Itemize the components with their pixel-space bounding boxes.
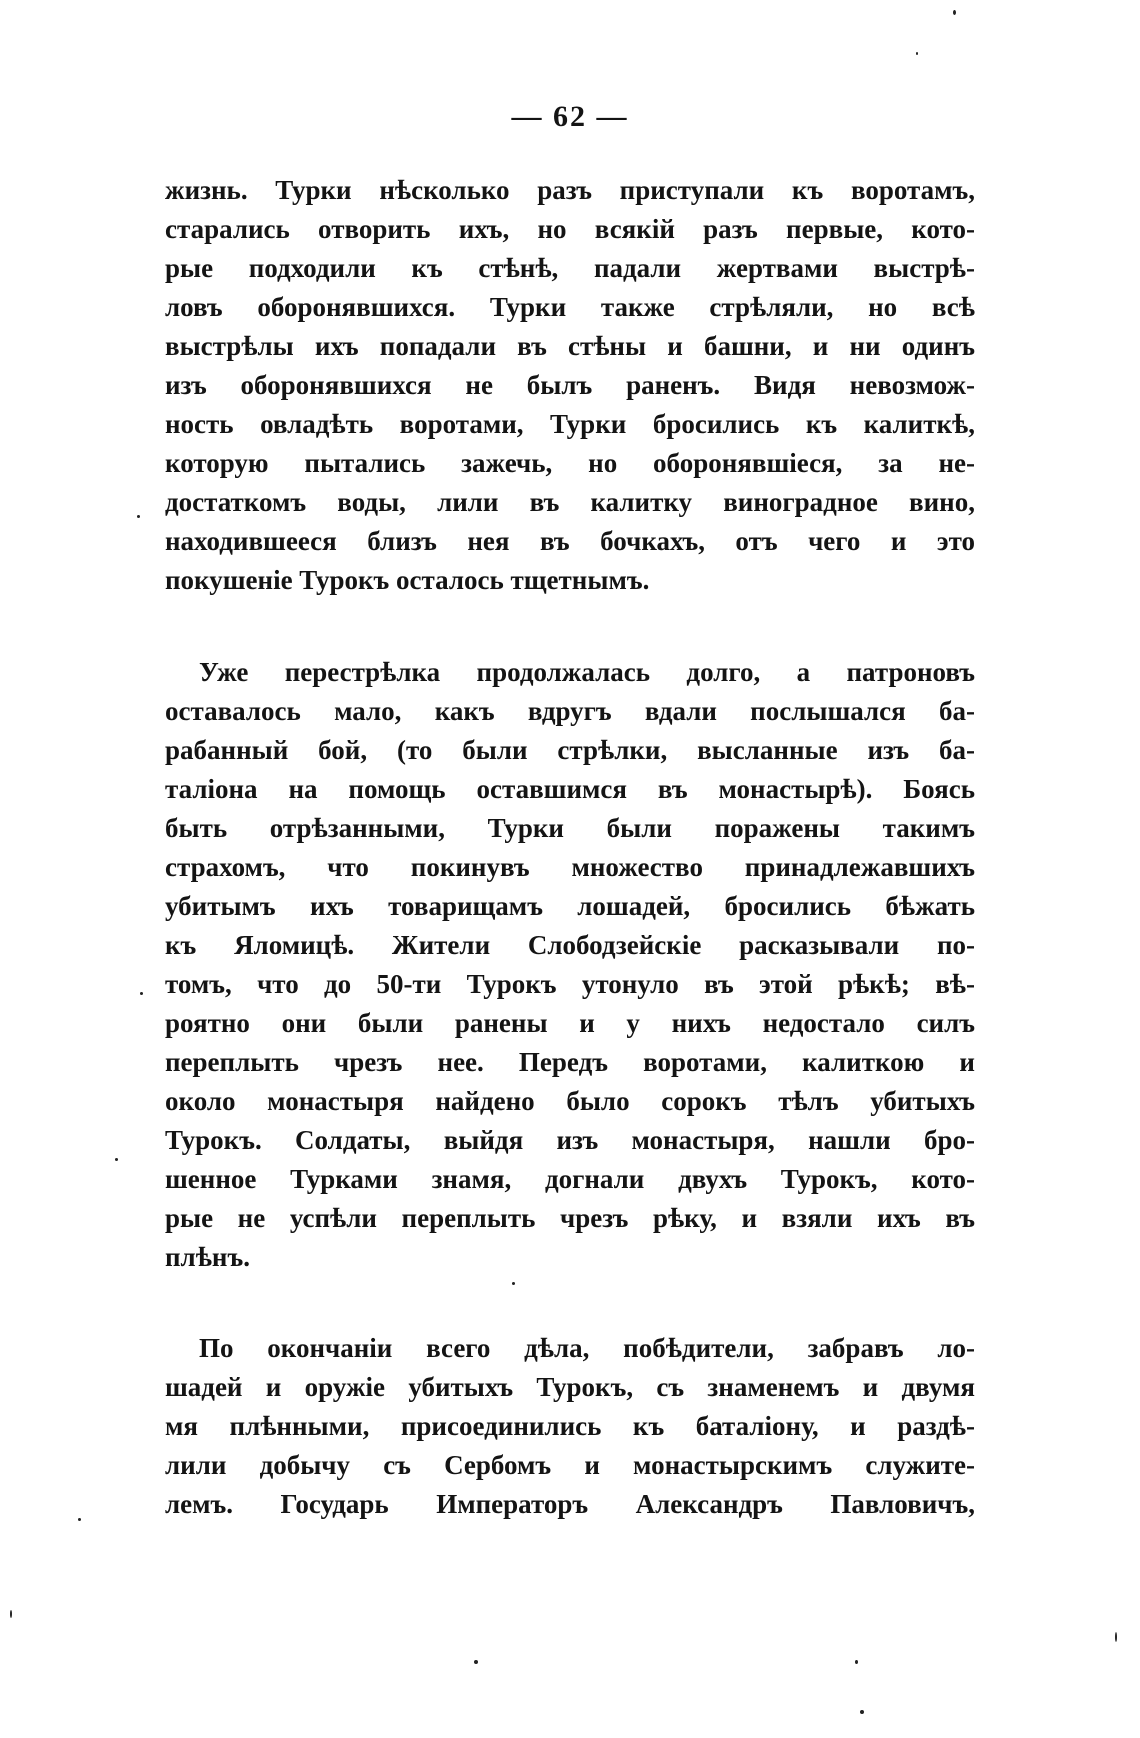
scan-speck [855,1660,858,1664]
page-number: — 62 — [511,100,629,133]
text-line: мя плѣнными, присоединились къ баталіону, и раздѣ- [165,1411,975,1441]
text-line: ность овладѣть воротами, Турки бросились къ калиткѣ, [165,409,975,439]
scan-speck [512,1282,515,1285]
text-line: находившееся близъ нея въ бочкахъ, отъ чего и это [165,526,975,556]
text-line: шенное Турками знамя, догнали двухъ Турокъ, кото- [165,1164,975,1194]
scan-speck [916,52,918,55]
text-line: быть отрѣзанными, Турки были поражены такимъ [165,813,975,843]
text-line: плѣнъ. [165,1242,250,1272]
text-line: По окончаніи всего дѣла, побѣдители, забравъ ло- [199,1333,975,1363]
text-line: достаткомъ воды, лили въ калитку виноградное вино, [165,487,975,517]
text-line: страхомъ, что покинувъ множество принадлежавшихъ [165,852,975,882]
scan-speck [860,1710,864,1714]
text-line: убитымъ ихъ товарищамъ лошадей, бросились бѣжать [165,891,975,921]
text-line: Уже перестрѣлка продолжалась долго, а патроновъ [199,657,975,687]
text-line: шадей и оружіе убитыхъ Турокъ, съ знаменемъ и двумя [165,1372,975,1402]
scan-speck [137,515,140,518]
text-line: изъ оборонявшихся не былъ раненъ. Видя невозмож- [165,370,975,400]
text-line: таліона на помощь оставшимся въ монастырѣ). Боясь [165,774,975,804]
text-line: жизнь. Турки нѣсколько разъ приступали къ воротамъ, [165,175,975,205]
text-line: около монастыря найдено было сорокъ тѣлъ убитыхъ [165,1086,975,1116]
text-line: переплыть чрезъ нее. Передъ воротами, калиткою и [165,1047,975,1077]
paragraph-1 [165,171,975,600]
text-line: роятно они были ранены и у нихъ недостало силъ [165,1008,975,1038]
scan-speck [115,1158,118,1161]
scan-speck [140,992,143,995]
text-line: ловъ оборонявшихся. Турки также стрѣляли, но всѣ [165,292,975,322]
text-line: къ Яломицѣ. Жители Слободзейскіе расказывали по- [165,930,975,960]
scan-speck [474,1660,478,1664]
text-line: старались отворить ихъ, но всякій разъ первые, кото- [165,214,975,244]
text-line: рые подходили къ стѣнѣ, падали жертвами выстрѣ- [165,253,975,283]
scan-speck [953,10,956,15]
text-line: выстрѣлы ихъ попадали въ стѣны и башни, и ни одинъ [165,331,975,361]
scan-speck [10,1610,12,1618]
text-line: рабанный бой, (то были стрѣлки, высланные изъ ба- [165,735,975,765]
scan-speck [78,1518,81,1521]
text-line: оставалось мало, какъ вдругъ вдали послышался ба- [165,696,975,726]
text-line: Турокъ. Солдаты, выйдя изъ монастыря, нашли бро- [165,1125,975,1155]
text-line: лемъ. Государь Императоръ Александръ Павловичъ, [165,1489,975,1519]
text-line: томъ, что до 50-ти Турокъ утонуло въ этой рѣкѣ; вѣ- [165,969,975,999]
paragraph-3 [165,1329,975,1524]
text-line: лили добычу съ Сербомъ и монастырскимъ служите- [165,1450,975,1480]
text-line: покушеніе Турокъ осталось тщетнымъ. [165,565,650,595]
paragraph-2 [165,653,975,1277]
text-line: которую пытались зажечь, но оборонявшіеся, за не- [165,448,975,478]
text-line: рые не успѣли переплыть чрезъ рѣку, и взяли ихъ въ [165,1203,975,1233]
scan-speck [1115,1632,1117,1642]
